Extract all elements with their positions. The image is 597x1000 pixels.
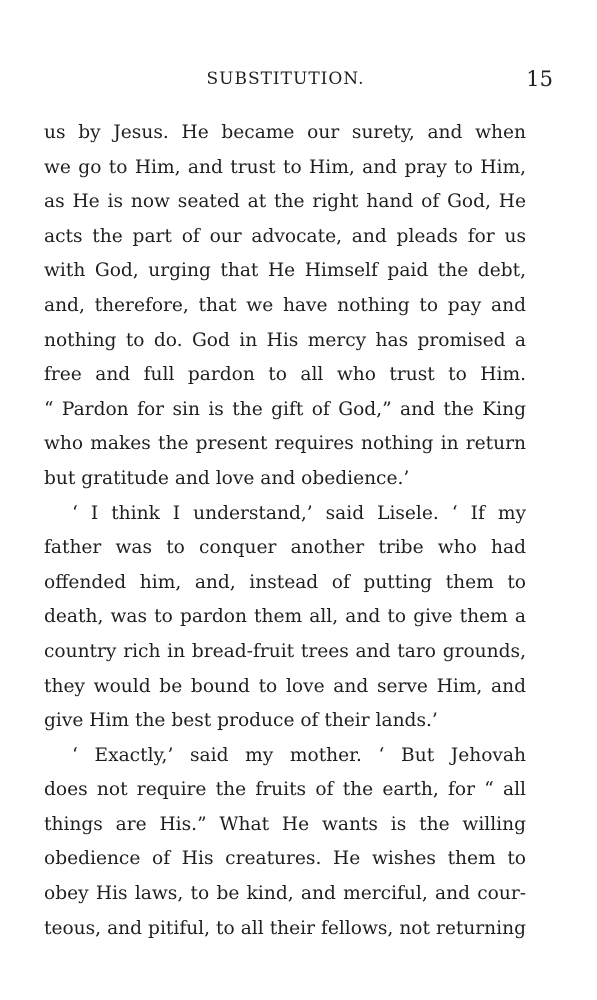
text-line: offended him, and, instead of putting them to <box>44 571 526 593</box>
text-line: teous, and pitiful, to all their fellows, not returning <box>44 917 526 939</box>
text-line: does not require the fruits of the earth, for “ all <box>44 779 526 801</box>
text-line: country rich in bread-fruit trees and taro grounds, <box>44 640 526 662</box>
text-line: they would be bound to love and serve Him, and <box>44 675 526 697</box>
text-line: “ Pardon for sin is the gift of God,” and the King <box>44 398 526 420</box>
running-head <box>44 64 553 94</box>
text-line: as He is now seated at the right hand of God, He <box>44 191 526 213</box>
text-line: with God, urging that He Himself paid the debt, <box>44 260 526 282</box>
paragraph-start-line: ‘ Exactly,’ said my mother. ‘ But Jehovah <box>72 744 526 766</box>
paragraph-start-line: ‘ I think I understand,’ said Lisele. ‘ If my <box>72 502 526 524</box>
text-line: who makes the present requires nothing in return <box>44 433 526 455</box>
text-line: obey His laws, to be kind, and merciful, and cour- <box>44 883 526 905</box>
text-line: and, therefore, that we have nothing to pay and <box>44 294 526 316</box>
text-line: father was to conquer another tribe who had <box>44 537 526 559</box>
text-line: things are His.” What He wants is the willing <box>44 813 526 835</box>
paragraph-end-line: but gratitude and love and obedience.’ <box>44 467 410 489</box>
text-line: obedience of His creatures. He wishes them to <box>44 848 526 870</box>
page-number: 15 <box>526 67 553 91</box>
text-line: acts the part of our advocate, and pleads for us <box>44 225 526 247</box>
body-text <box>44 116 526 946</box>
text-line: death, was to pardon them all, and to give them a <box>44 606 526 628</box>
text-line: us by Jesus. He became our surety, and when <box>44 122 526 143</box>
text-line: we go to Him, and trust to Him, and pray to Him, <box>44 156 526 178</box>
text-line: nothing to do. God in His mercy has promised a <box>44 329 526 351</box>
paragraph-end-line: give Him the best produce of their lands.’ <box>44 710 438 732</box>
text-line: free and full pardon to all who trust to Him. <box>44 364 526 386</box>
running-title: SUBSTITUTION. <box>206 69 365 89</box>
